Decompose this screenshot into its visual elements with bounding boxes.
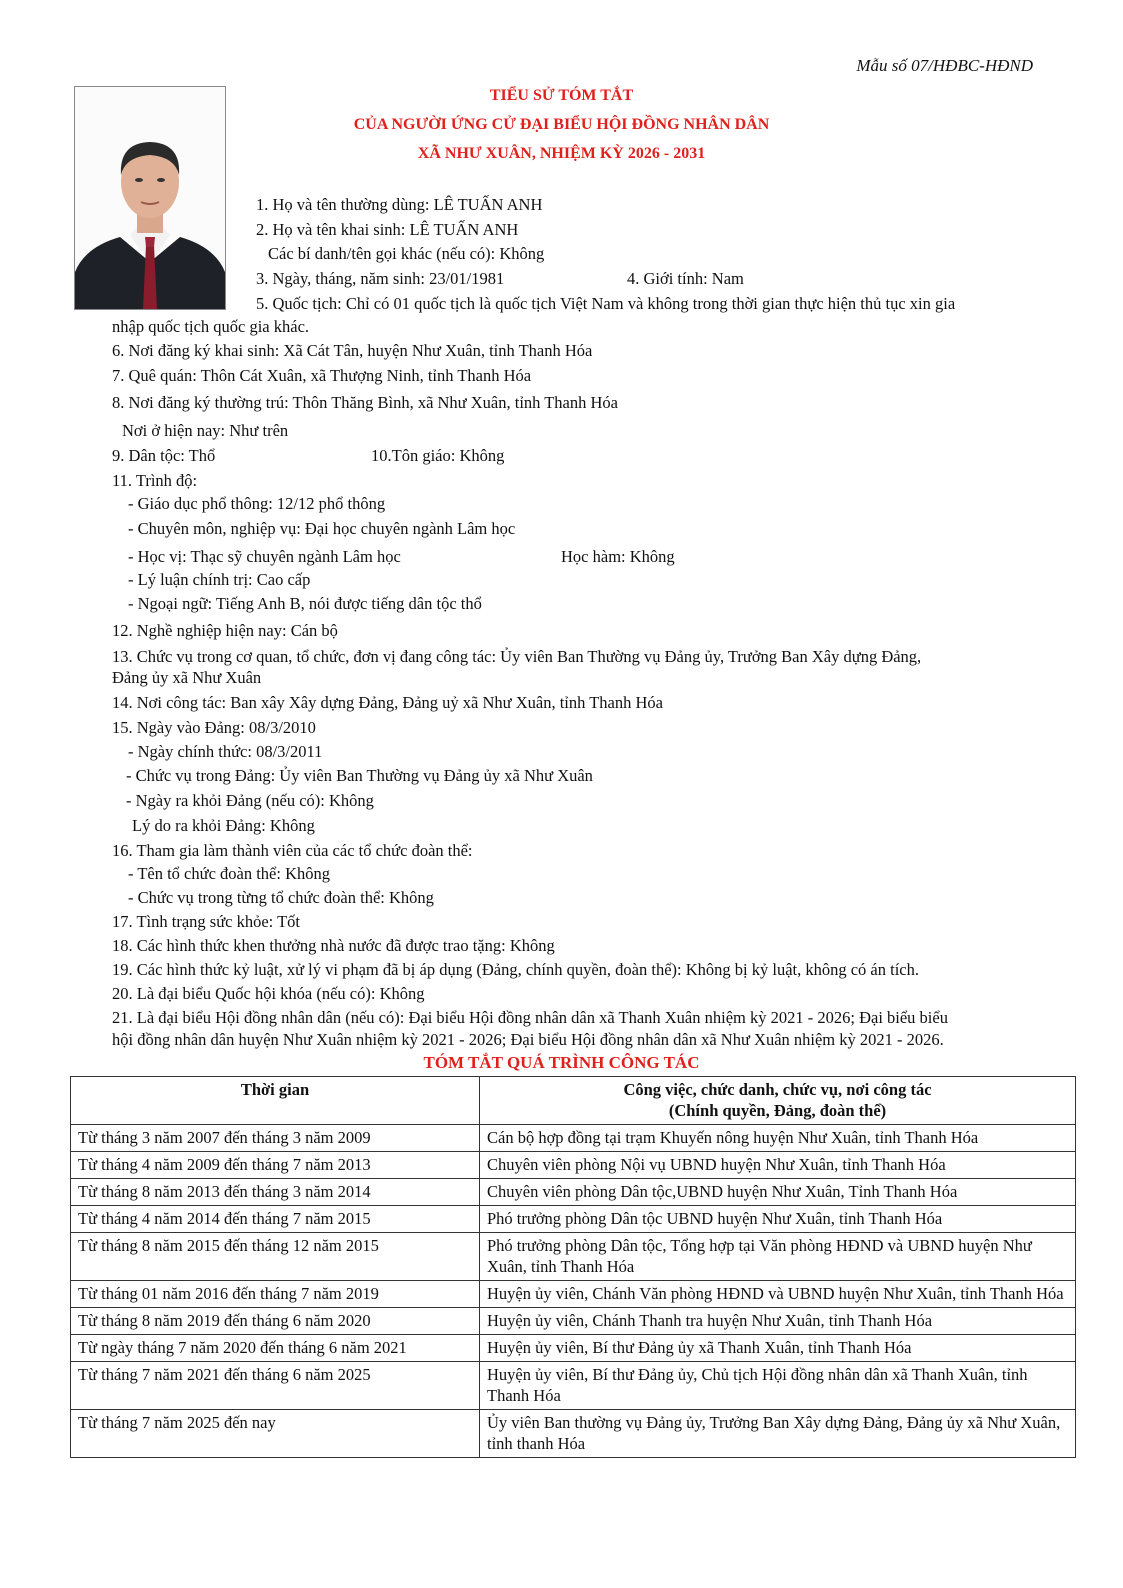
bio-birth-name: 2. Họ và tên khai sinh: LÊ TUẤN ANH <box>256 220 519 239</box>
bio-nationality-cont: nhập quốc tịch quốc gia khác. <box>112 317 310 336</box>
header-job <box>480 1077 1076 1125</box>
bio-specialization: - Chuyên môn, nghiệp vụ: Đại học chuyên ngành Lâm học <box>128 519 516 538</box>
row-job: Huyện ủy viên, Bí thư Đảng ủy, Chủ tịch Hội đồng nhân dân xã Thanh Xuân, tỉnh Thanh Hóa <box>480 1362 1076 1410</box>
header-job-line2: (Chính quyền, Đảng, đoàn thể) <box>668 1101 887 1120</box>
bio-degree: - Học vị: Thạc sỹ chuyên ngành Lâm học <box>128 547 401 566</box>
row-time: Từ tháng 8 năm 2019 đến tháng 6 năm 2020 <box>71 1308 480 1335</box>
row-job: Phó trưởng phòng Dân tộc UBND huyện Như Xuân, tỉnh Thanh Hóa <box>480 1206 1076 1233</box>
bio-common-name: 1. Họ và tên thường dùng: LÊ TUẤN ANH <box>256 195 543 214</box>
bio-religion: 10.Tôn giáo: Không <box>371 446 505 465</box>
bio-hometown: 7. Quê quán: Thôn Cát Xuân, xã Thượng Ninh, tỉnh Thanh Hóa <box>112 366 532 385</box>
bio-general-education: - Giáo dục phổ thông: 12/12 phổ thông <box>128 494 386 513</box>
bio-nationality: 5. Quốc tịch: Chỉ có 01 quốc tịch là quốc tịch Việt Nam và không trong thời gian thực hiện thủ tục xin gia <box>256 294 956 313</box>
bio-organization-name: - Tên tổ chức đoàn thể: Không <box>128 864 331 883</box>
row-time: Từ tháng 8 năm 2015 đến tháng 12 năm 2015 <box>71 1233 480 1281</box>
bio-council-membership-cont: hội đồng nhân dân huyện Như Xuân nhiệm kỳ 2021 - 2026; Đại biểu Hội đồng nhân dân xã Như Xuân nhiệm kỳ 2021 - 2026. <box>112 1030 944 1049</box>
bio-council-membership: 21. Là đại biểu Hội đồng nhân dân (nếu có): Đại biểu Hội đồng nhân dân xã Thanh Xuân nhiệm kỳ 2021 - 2026; Đại biểu biểu <box>112 1008 948 1027</box>
table-row <box>71 1410 1076 1458</box>
bio-organization-position: - Chức vụ trong từng tổ chức đoàn thể: Không <box>128 888 434 907</box>
bio-awards: 18. Các hình thức khen thưởng nhà nước đã được trao tặng: Không <box>112 936 555 955</box>
work-history-title: TÓM TẮT QUÁ TRÌNH CÔNG TÁC <box>423 1053 700 1072</box>
bio-ethnicity: 9. Dân tộc: Thổ <box>112 446 216 465</box>
row-job: Chuyên viên phòng Dân tộc,UBND huyện Như Xuân, Tỉnh Thanh Hóa <box>480 1179 1076 1206</box>
bio-occupation: 12. Nghề nghiệp hiện nay: Cán bộ <box>112 621 338 640</box>
row-time: Từ tháng 4 năm 2009 đến tháng 7 năm 2013 <box>71 1152 480 1179</box>
bio-foreign-language: - Ngoại ngữ: Tiếng Anh B, nói được tiếng dân tộc thổ <box>128 594 482 613</box>
table-row <box>71 1362 1076 1410</box>
portrait-image <box>75 87 225 309</box>
row-job: Cán bộ hợp đồng tại trạm Khuyến nông huyện Như Xuân, tỉnh Thanh Hóa <box>480 1125 1076 1152</box>
doc-title-line2: CỦA NGƯỜI ỨNG CỬ ĐẠI BIỂU HỘI ĐỒNG NHÂN DÂN <box>353 116 770 133</box>
bio-discipline: 19. Các hình thức kỷ luật, xử lý vi phạm đã bị áp dụng (Đảng, chính quyền, đoàn thể): Không bị kỷ luật, không có án tích. <box>112 960 919 979</box>
bio-workplace: 14. Nơi công tác: Ban xây Xây dựng Đảng, Đảng uỷ xã Như Xuân, tỉnh Thanh Hóa <box>112 693 663 712</box>
bio-education-heading: 11. Trình độ: <box>112 471 198 490</box>
bio-position-cont: Đảng ủy xã Như Xuân <box>112 668 262 687</box>
row-time: Từ tháng 01 năm 2016 đến tháng 7 năm 2019 <box>71 1281 480 1308</box>
doc-title-line1: TIỂU SỬ TÓM TẮT <box>489 87 634 104</box>
bio-national-assembly: 20. Là đại biểu Quốc hội khóa (nếu có): Không <box>112 984 425 1003</box>
candidate-photo <box>74 86 226 310</box>
row-job: Huyện ủy viên, Chánh Thanh tra huyện Như Xuân, tỉnh Thanh Hóa <box>480 1308 1076 1335</box>
work-history-table <box>70 1076 1076 1458</box>
header-job-line1: Công việc, chức danh, chức vụ, nơi công tác <box>623 1080 932 1099</box>
doc-title-line3: XÃ NHƯ XUÂN, NHIỆM KỲ 2026 - 2031 <box>417 145 706 162</box>
bio-gender: 4. Giới tính: Nam <box>627 269 744 288</box>
row-job: Ủy viên Ban thường vụ Đảng ủy, Trưởng Ban Xây dựng Đảng, Đảng ủy xã Như Xuân, tỉnh thanh Hóa <box>480 1410 1076 1458</box>
table-row <box>71 1308 1076 1335</box>
bio-party-official-date: - Ngày chính thức: 08/3/2011 <box>128 742 323 761</box>
table-row <box>71 1335 1076 1362</box>
bio-current-residence: Nơi ở hiện nay: Như trên <box>122 421 289 440</box>
table-row <box>71 1125 1076 1152</box>
row-time: Từ tháng 8 năm 2013 đến tháng 3 năm 2014 <box>71 1179 480 1206</box>
bio-birth-registration: 6. Nơi đăng ký khai sinh: Xã Cát Tân, huyện Như Xuân, tỉnh Thanh Hóa <box>112 341 593 360</box>
table-header-row <box>71 1077 1076 1125</box>
header-time: Thời gian <box>71 1077 480 1125</box>
bio-aliases: Các bí danh/tên gọi khác (nếu có): Không <box>268 244 545 263</box>
table-row <box>71 1281 1076 1308</box>
table-row <box>71 1179 1076 1206</box>
bio-organizations-heading: 16. Tham gia làm thành viên của các tổ chức đoàn thể: <box>112 841 473 860</box>
row-time: Từ tháng 4 năm 2014 đến tháng 7 năm 2015 <box>71 1206 480 1233</box>
table-row <box>71 1206 1076 1233</box>
table-row <box>71 1152 1076 1179</box>
table-row <box>71 1233 1076 1281</box>
row-job: Huyện ủy viên, Chánh Văn phòng HĐND và UBND huyện Như Xuân, tỉnh Thanh Hóa <box>480 1281 1076 1308</box>
row-job: Chuyên viên phòng Nội vụ UBND huyện Như Xuân, tỉnh Thanh Hóa <box>480 1152 1076 1179</box>
row-job: Huyện ủy viên, Bí thư Đảng ủy xã Thanh Xuân, tỉnh Thanh Hóa <box>480 1335 1076 1362</box>
bio-position: 13. Chức vụ trong cơ quan, tổ chức, đơn vị đang công tác: Ủy viên Ban Thường vụ Đảng ủy, Trưởng Ban Xây dựng Đảng, <box>112 647 922 666</box>
form-number: Mẫu số 07/HĐBC-HĐND <box>856 56 1033 75</box>
row-time: Từ tháng 7 năm 2021 đến tháng 6 năm 2025 <box>71 1362 480 1410</box>
row-time: Từ tháng 3 năm 2007 đến tháng 3 năm 2009 <box>71 1125 480 1152</box>
bio-health: 17. Tình trạng sức khỏe: Tốt <box>112 912 300 931</box>
bio-permanent-residence: 8. Nơi đăng ký thường trú: Thôn Thăng Bình, xã Như Xuân, tỉnh Thanh Hóa <box>112 393 618 412</box>
row-time: Từ tháng 7 năm 2025 đến nay <box>71 1410 480 1458</box>
bio-party-position: - Chức vụ trong Đảng: Ủy viên Ban Thường vụ Đảng ủy xã Như Xuân <box>126 766 593 785</box>
bio-academic-title: Học hàm: Không <box>561 547 675 566</box>
row-job: Phó trưởng phòng Dân tộc, Tổng hợp tại Văn phòng HĐND và UBND huyện Như Xuân, tỉnh Thanh Hóa <box>480 1233 1076 1281</box>
bio-political-theory: - Lý luận chính trị: Cao cấp <box>128 570 311 589</box>
bio-party-leave-reason: Lý do ra khỏi Đảng: Không <box>132 816 315 835</box>
bio-birth-date: 3. Ngày, tháng, năm sinh: 23/01/1981 <box>256 269 505 288</box>
bio-party-join-date: 15. Ngày vào Đảng: 08/3/2010 <box>112 718 316 737</box>
row-time: Từ ngày tháng 7 năm 2020 đến tháng 6 năm 2021 <box>71 1335 480 1362</box>
bio-party-leave-date: - Ngày ra khỏi Đảng (nếu có): Không <box>126 791 374 810</box>
